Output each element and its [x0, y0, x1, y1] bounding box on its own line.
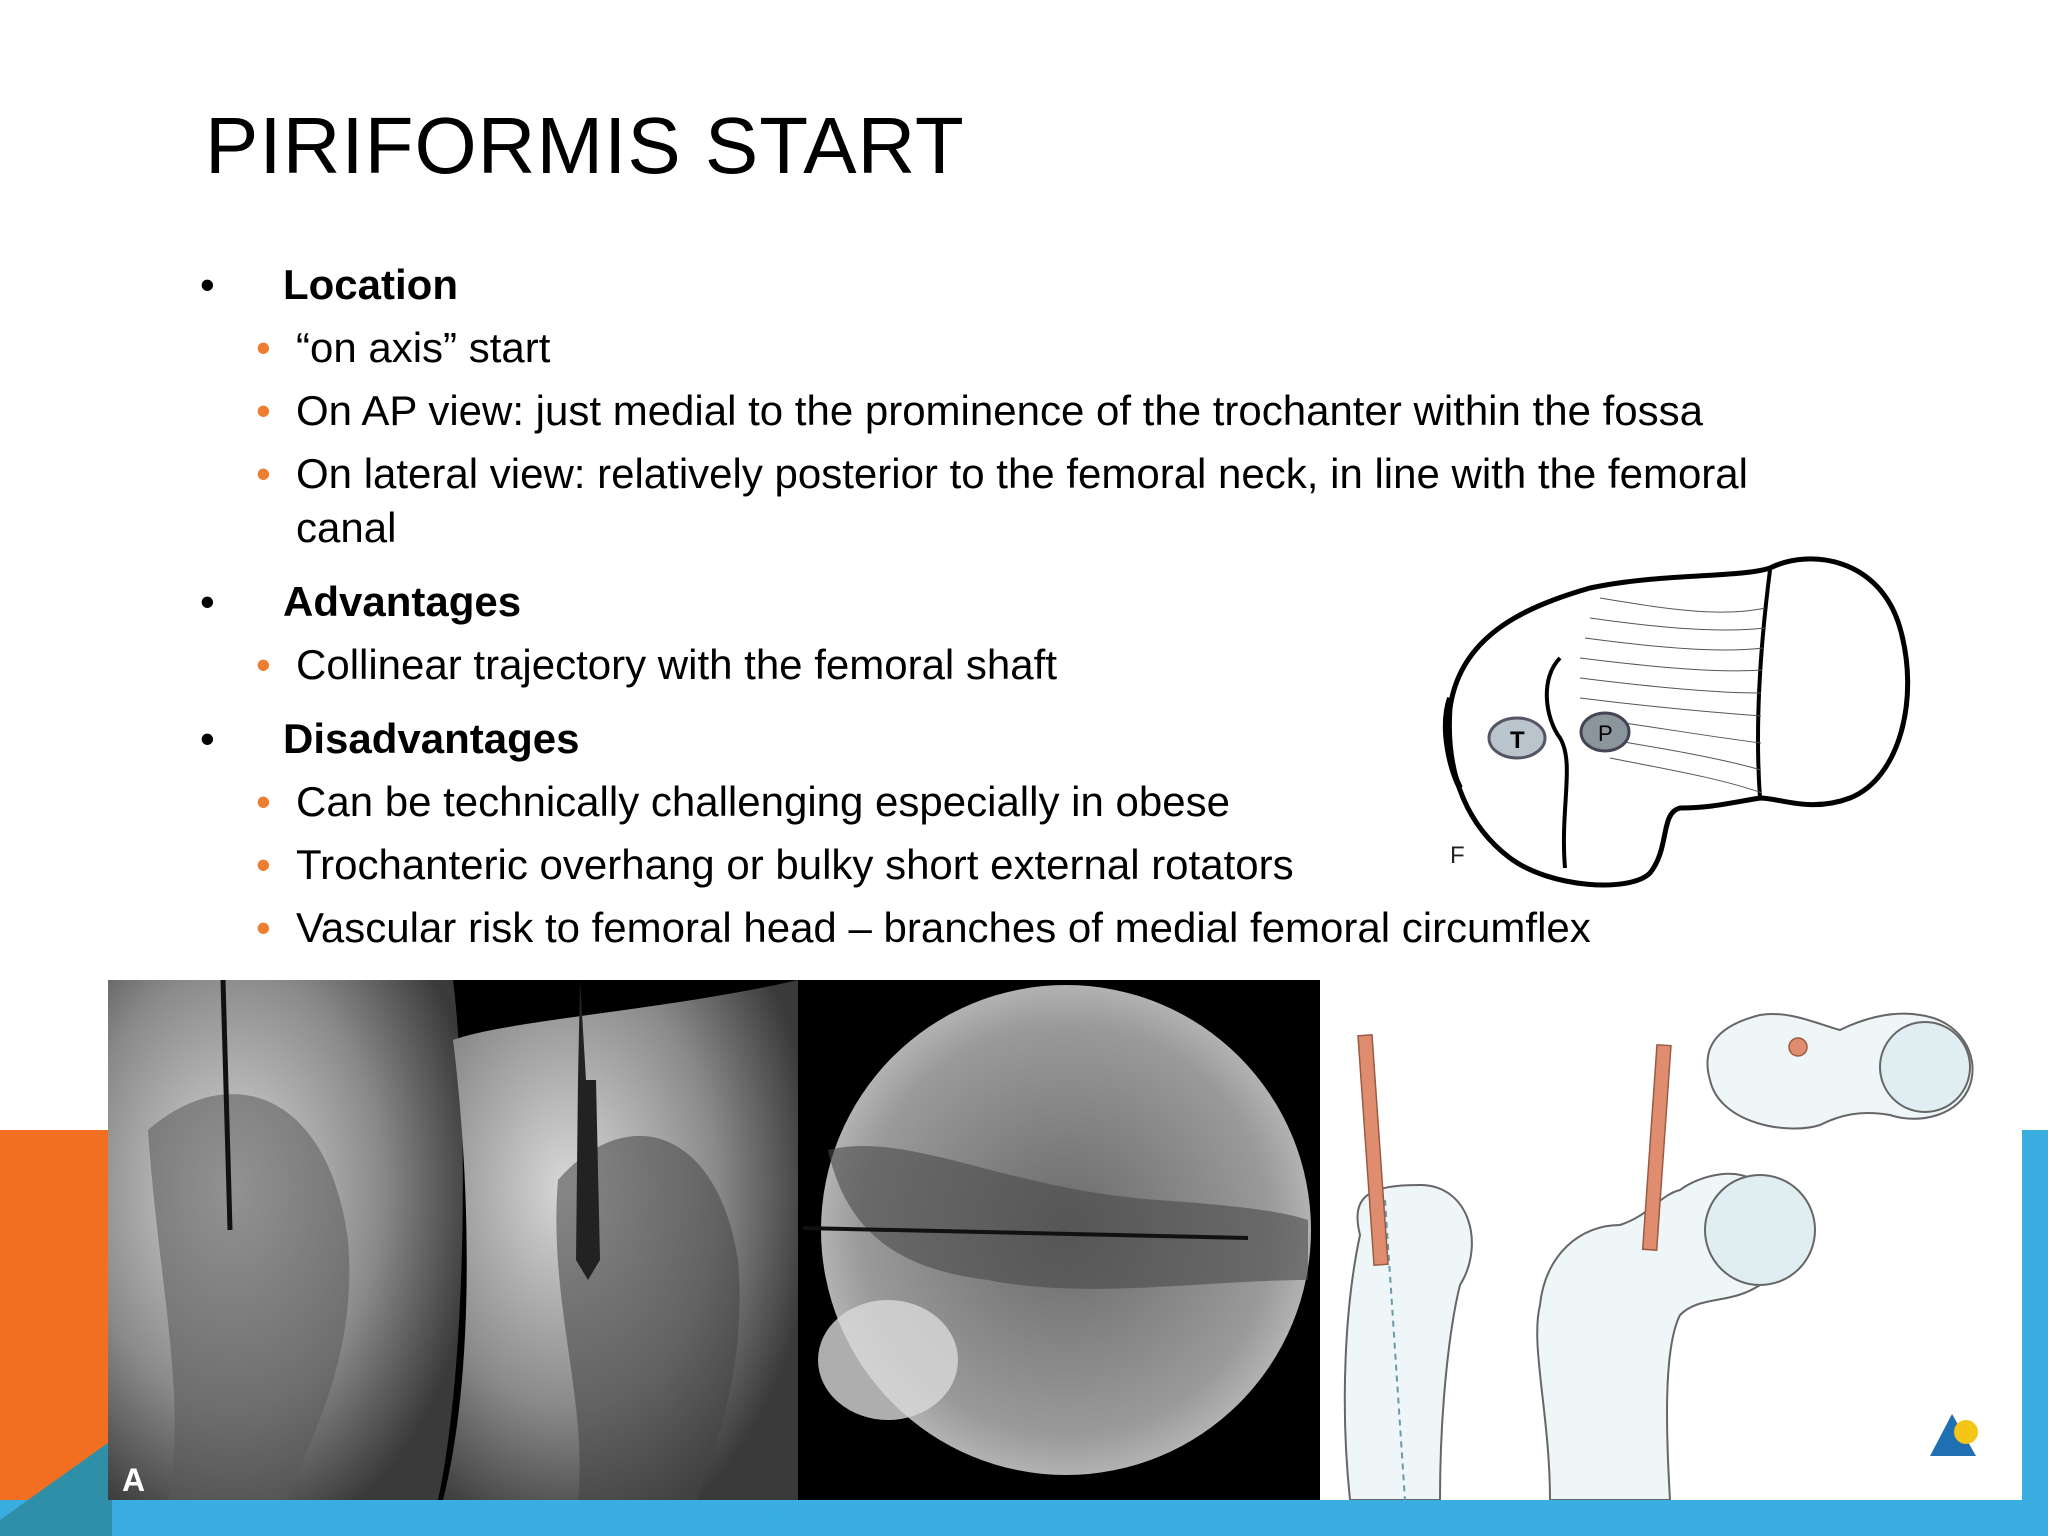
sub-bullet-text: On lateral view: relatively posterior to the femoral neck, in line with the femoral canal	[296, 450, 1748, 551]
sub-bullet-text: Trochanteric overhang or bulky short external rotators	[296, 841, 1294, 888]
femur-sketch-figure	[1430, 548, 1916, 888]
sub-bullet-dot: •	[256, 641, 271, 688]
fluoroscopy-images	[108, 980, 1320, 1500]
slide-title: PIRIFORMIS START	[205, 101, 965, 190]
label-p: P	[1598, 721, 1613, 746]
sub-bullet-text: On AP view: just medial to the prominence of the trochanter within the fossa	[296, 387, 1703, 434]
sub-bullet	[200, 321, 1920, 375]
bullet-dot: •	[200, 578, 215, 625]
label-t: T	[1510, 727, 1525, 754]
sub-bullet-text: Collinear trajectory with the femoral shaft	[296, 641, 1057, 688]
femur-pin-illustration	[1320, 985, 2022, 1500]
figure-label-a: A	[122, 1462, 146, 1498]
section-heading-text: Advantages	[283, 578, 522, 625]
sub-bullet-text: Can be technically challenging especially in obese	[296, 778, 1230, 825]
sub-bullet-dot: •	[256, 387, 271, 434]
sub-bullet-text: “on axis” start	[296, 324, 551, 371]
sub-bullet-dot: •	[256, 841, 271, 888]
publisher-logo	[1930, 1410, 1982, 1458]
sub-bullet-dot: •	[256, 450, 271, 497]
sub-bullet-dot: •	[256, 778, 271, 825]
bullet-dot: •	[200, 715, 215, 762]
sub-bullet-dot: •	[256, 324, 271, 371]
xray-illustration	[108, 980, 1320, 1500]
blue-accent-band-right	[2022, 1130, 2048, 1536]
bullet-dot: •	[200, 261, 215, 308]
femur-pin-drawing	[1320, 985, 2022, 1500]
sub-bullet	[200, 447, 1796, 555]
sub-bullet-dot: •	[256, 904, 271, 951]
section-heading-text: Disadvantages	[283, 715, 580, 762]
sub-bullet	[200, 384, 1920, 438]
sub-bullet-text: Vascular risk to femoral head – branches of medial femoral circumflex	[296, 904, 1591, 951]
figure-label-f: F	[1450, 842, 1465, 869]
section-heading-location	[200, 258, 1920, 312]
section-heading-text: Location	[283, 261, 458, 308]
sub-bullet	[200, 901, 1920, 955]
